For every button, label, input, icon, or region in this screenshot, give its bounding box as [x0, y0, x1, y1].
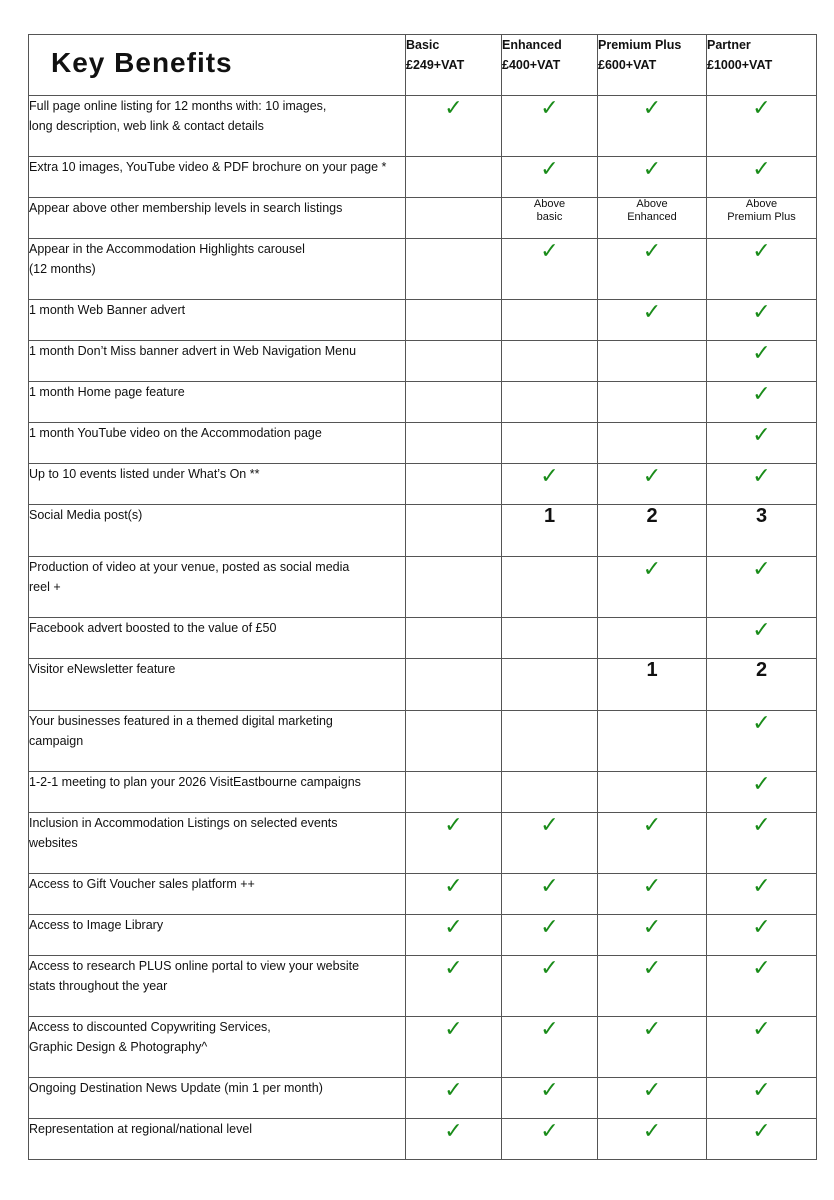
benefit-label-line: Full page online listing for 12 months with: 10 images,	[29, 99, 327, 113]
tier-value-cell	[502, 157, 598, 198]
check-icon: ✓	[752, 300, 771, 325]
tier-price: £400+VAT	[502, 58, 561, 72]
tier-name: Basic	[406, 38, 440, 52]
tier-value-cell	[406, 382, 502, 423]
tier-header-premium-plus	[598, 35, 707, 96]
tier-value-cell	[502, 464, 598, 505]
tier-header-enhanced	[502, 35, 598, 96]
check-icon: ✓	[752, 711, 771, 736]
check-icon: ✓	[540, 1119, 559, 1144]
check-icon: ✓	[752, 341, 771, 366]
benefit-label-line: Representation at regional/national level	[29, 1122, 253, 1136]
tier-value-cell	[406, 464, 502, 505]
tier-value-cell	[502, 1119, 598, 1160]
tier-value-cell	[707, 659, 817, 711]
benefit-label-line: Visitor eNewsletter feature	[29, 662, 176, 676]
tier-value-cell	[598, 711, 707, 772]
benefit-label-line: 1-2-1 meeting to plan your 2026 VisitEastbourne campaigns	[29, 775, 361, 789]
check-icon: ✓	[642, 1017, 662, 1042]
check-icon: ✓	[642, 915, 662, 940]
tier-value-cell	[707, 382, 817, 423]
benefit-row	[29, 813, 817, 874]
tier-name: Premium Plus	[598, 38, 682, 52]
tier-value-cell	[707, 557, 817, 618]
benefits-body	[29, 96, 817, 1160]
tier-value-cell	[502, 813, 598, 874]
tier-name: Enhanced	[502, 38, 562, 52]
tier-value-cell	[406, 1017, 502, 1078]
check-icon: ✓	[642, 96, 662, 121]
benefit-label	[29, 813, 406, 874]
check-icon: ✓	[444, 1078, 463, 1103]
tier-value-cell	[598, 1017, 707, 1078]
check-icon: ✓	[752, 557, 771, 582]
tier-value-cell	[598, 557, 707, 618]
tier-value-cell	[502, 1017, 598, 1078]
tier-price: £1000+VAT	[707, 58, 773, 72]
tier-value-cell	[707, 157, 817, 198]
check-icon: ✓	[642, 813, 662, 838]
check-icon: ✓	[444, 956, 463, 981]
benefit-label-line: Graphic Design & Photography^	[29, 1040, 208, 1054]
check-icon: ✓	[752, 813, 771, 838]
tier-value-cell	[598, 96, 707, 157]
ranking-text: Above Premium Plus	[727, 198, 796, 223]
tier-value-cell	[598, 659, 707, 711]
check-icon: ✓	[752, 1017, 771, 1042]
tier-value-cell	[406, 157, 502, 198]
tier-value-cell	[502, 874, 598, 915]
benefit-label	[29, 157, 406, 198]
benefit-label	[29, 300, 406, 341]
tier-value-cell	[406, 915, 502, 956]
check-icon: ✓	[540, 1017, 559, 1042]
tier-value-cell	[598, 341, 707, 382]
benefit-label	[29, 874, 406, 915]
benefit-label	[29, 1017, 406, 1078]
tier-value-cell	[707, 198, 817, 239]
benefit-label	[29, 239, 406, 300]
check-icon: ✓	[752, 157, 771, 182]
tier-value-cell	[707, 772, 817, 813]
benefit-label-line: Extra 10 images, YouTube video & PDF brochure on your page *	[29, 160, 387, 174]
benefit-label-line: Inclusion in Accommodation Listings on selected events	[29, 816, 338, 830]
tier-value-cell	[707, 813, 817, 874]
check-icon: ✓	[540, 915, 559, 940]
check-icon: ✓	[752, 772, 771, 797]
benefit-label-line: (12 months)	[29, 262, 96, 276]
tier-value-cell	[707, 618, 817, 659]
check-icon: ✓	[642, 557, 662, 582]
check-icon: ✓	[642, 956, 662, 981]
benefit-label-line: Access to research PLUS online portal to view your website	[29, 959, 360, 973]
tier-value-cell	[707, 1119, 817, 1160]
check-icon: ✓	[444, 1017, 463, 1042]
tier-value-cell	[707, 956, 817, 1017]
benefit-row	[29, 423, 817, 464]
benefit-label-line: websites	[29, 836, 78, 850]
tier-value-cell	[502, 198, 598, 239]
tier-value-cell	[707, 915, 817, 956]
check-icon: ✓	[752, 464, 771, 489]
title-cell	[29, 35, 406, 96]
tier-header-basic	[406, 35, 502, 96]
benefit-row	[29, 956, 817, 1017]
tier-value-cell	[406, 505, 502, 557]
tier-value-cell	[707, 96, 817, 157]
check-icon: ✓	[540, 813, 559, 838]
benefit-row	[29, 505, 817, 557]
ranking-text: Above basic	[533, 198, 566, 223]
benefit-row	[29, 1078, 817, 1119]
tier-value-cell	[502, 1078, 598, 1119]
check-icon: ✓	[540, 956, 559, 981]
benefit-label-line: 1 month Don’t Miss banner advert in Web Navigation Menu	[29, 344, 357, 358]
benefit-label	[29, 198, 406, 239]
tier-value-cell	[406, 341, 502, 382]
tier-value-cell	[502, 772, 598, 813]
benefit-label-line: Your businesses featured in a themed digital marketing	[29, 714, 333, 728]
tier-value-cell	[707, 505, 817, 557]
benefit-label-line: 1 month YouTube video on the Accommodation page	[29, 426, 322, 440]
benefit-label-line: reel +	[29, 580, 61, 594]
count-value: 2	[755, 659, 768, 681]
benefits-table	[28, 34, 817, 1160]
tier-value-cell	[707, 711, 817, 772]
tier-value-cell	[406, 813, 502, 874]
benefit-row	[29, 198, 817, 239]
benefit-row	[29, 96, 817, 157]
tier-value-cell	[598, 813, 707, 874]
check-icon: ✓	[752, 382, 771, 407]
tier-value-cell	[598, 198, 707, 239]
benefit-row	[29, 772, 817, 813]
benefit-label	[29, 382, 406, 423]
benefit-row	[29, 915, 817, 956]
count-value: 3	[755, 505, 768, 527]
check-icon: ✓	[642, 239, 662, 264]
tier-value-cell	[598, 1119, 707, 1160]
tier-value-cell	[502, 915, 598, 956]
check-icon: ✓	[752, 915, 771, 940]
check-icon: ✓	[752, 96, 771, 121]
tier-value-cell	[598, 874, 707, 915]
benefit-label-line: Appear in the Accommodation Highlights carousel	[29, 242, 305, 256]
tier-value-cell	[406, 956, 502, 1017]
benefit-label-line: 1 month Web Banner advert	[29, 303, 186, 317]
tier-value-cell	[598, 157, 707, 198]
benefit-row	[29, 157, 817, 198]
benefit-label	[29, 505, 406, 557]
tier-value-cell	[502, 341, 598, 382]
tier-value-cell	[707, 239, 817, 300]
tier-value-cell	[598, 382, 707, 423]
check-icon: ✓	[752, 874, 771, 899]
tier-value-cell	[406, 557, 502, 618]
tier-value-cell	[502, 382, 598, 423]
tier-value-cell	[406, 1119, 502, 1160]
benefit-label	[29, 96, 406, 157]
benefit-row	[29, 874, 817, 915]
tier-value-cell	[707, 1078, 817, 1119]
check-icon: ✓	[540, 96, 559, 121]
benefit-row	[29, 1017, 817, 1078]
benefit-row	[29, 341, 817, 382]
tier-value-cell	[406, 423, 502, 464]
page-title: Key Benefits	[51, 47, 233, 78]
tier-value-cell	[406, 1078, 502, 1119]
tier-value-cell	[406, 659, 502, 711]
tier-value-cell	[502, 557, 598, 618]
benefit-label-line: Production of video at your venue, posted as social media	[29, 560, 350, 574]
benefit-label-line: Access to discounted Copywriting Services,	[29, 1020, 271, 1034]
benefit-label-line: Social Media post(s)	[29, 508, 143, 522]
tier-value-cell	[598, 300, 707, 341]
check-icon: ✓	[752, 1078, 771, 1103]
check-icon: ✓	[444, 96, 463, 121]
tier-value-cell	[406, 96, 502, 157]
benefit-label	[29, 618, 406, 659]
tier-value-cell	[707, 423, 817, 464]
tier-value-cell	[707, 341, 817, 382]
benefit-label	[29, 915, 406, 956]
benefit-label-line: Facebook advert boosted to the value of £50	[29, 621, 277, 635]
check-icon: ✓	[642, 157, 662, 182]
tier-value-cell	[502, 659, 598, 711]
check-icon: ✓	[444, 1119, 463, 1144]
check-icon: ✓	[444, 915, 463, 940]
tier-value-cell	[406, 618, 502, 659]
benefit-label-line: Appear above other membership levels in search listings	[29, 201, 343, 215]
count-value: 2	[646, 505, 658, 527]
tier-value-cell	[502, 239, 598, 300]
tier-price: £600+VAT	[598, 58, 657, 72]
benefit-label	[29, 1119, 406, 1160]
tier-value-cell	[598, 505, 707, 557]
benefit-label-line: 1 month Home page feature	[29, 385, 185, 399]
tier-value-cell	[406, 874, 502, 915]
tier-price: £249+VAT	[406, 58, 465, 72]
check-icon: ✓	[642, 874, 662, 899]
tier-value-cell	[406, 772, 502, 813]
check-icon: ✓	[752, 239, 771, 264]
tier-value-cell	[502, 423, 598, 464]
check-icon: ✓	[642, 300, 662, 325]
benefit-row	[29, 1119, 817, 1160]
tier-value-cell	[707, 1017, 817, 1078]
benefit-label	[29, 557, 406, 618]
benefit-row	[29, 618, 817, 659]
check-icon: ✓	[752, 1119, 771, 1144]
benefit-label	[29, 956, 406, 1017]
benefit-label-line: campaign	[29, 734, 84, 748]
check-icon: ✓	[540, 239, 559, 264]
check-icon: ✓	[752, 956, 771, 981]
benefit-row	[29, 711, 817, 772]
tier-value-cell	[598, 423, 707, 464]
benefit-row	[29, 239, 817, 300]
check-icon: ✓	[540, 1078, 559, 1103]
benefit-row	[29, 300, 817, 341]
tier-value-cell	[707, 464, 817, 505]
benefit-row	[29, 464, 817, 505]
tier-value-cell	[598, 915, 707, 956]
benefit-label-line: Access to Image Library	[29, 918, 164, 932]
check-icon: ✓	[642, 1078, 662, 1103]
check-icon: ✓	[444, 874, 463, 899]
tier-value-cell	[598, 464, 707, 505]
benefit-label	[29, 423, 406, 464]
benefit-label	[29, 711, 406, 772]
tier-value-cell	[598, 772, 707, 813]
check-icon: ✓	[540, 157, 559, 182]
tier-value-cell	[406, 711, 502, 772]
tier-value-cell	[406, 239, 502, 300]
check-icon: ✓	[642, 1119, 662, 1144]
check-icon: ✓	[540, 464, 559, 489]
tier-value-cell	[598, 1078, 707, 1119]
benefit-row	[29, 659, 817, 711]
tier-header-partner	[707, 35, 817, 96]
check-icon: ✓	[642, 464, 662, 489]
header-row	[29, 35, 817, 96]
tier-value-cell	[406, 198, 502, 239]
benefit-label-line: long description, web link & contact details	[29, 119, 264, 133]
tier-value-cell	[707, 300, 817, 341]
check-icon: ✓	[752, 618, 771, 643]
ranking-text: Above Enhanced	[627, 198, 677, 223]
benefit-label	[29, 772, 406, 813]
count-value: 1	[543, 505, 556, 527]
benefit-label	[29, 341, 406, 382]
tier-name: Partner	[707, 38, 751, 52]
tier-value-cell	[707, 874, 817, 915]
benefit-label-line: stats throughout the year	[29, 979, 168, 993]
tier-value-cell	[502, 505, 598, 557]
benefit-row	[29, 557, 817, 618]
benefit-label-line: Up to 10 events listed under What’s On **	[29, 467, 260, 481]
tier-value-cell	[598, 618, 707, 659]
count-value: 1	[646, 659, 658, 681]
tier-value-cell	[502, 711, 598, 772]
tier-value-cell	[598, 956, 707, 1017]
benefit-label	[29, 659, 406, 711]
check-icon: ✓	[540, 874, 559, 899]
tier-value-cell	[502, 96, 598, 157]
tier-value-cell	[598, 239, 707, 300]
tier-value-cell	[502, 300, 598, 341]
benefit-label	[29, 464, 406, 505]
check-icon: ✓	[444, 813, 463, 838]
benefit-label	[29, 1078, 406, 1119]
tier-value-cell	[502, 618, 598, 659]
check-icon: ✓	[752, 423, 771, 448]
tier-value-cell	[406, 300, 502, 341]
tier-value-cell	[502, 956, 598, 1017]
benefit-label-line: Ongoing Destination News Update (min 1 per month)	[29, 1081, 323, 1095]
benefit-row	[29, 382, 817, 423]
benefit-label-line: Access to Gift Voucher sales platform ++	[29, 877, 255, 891]
